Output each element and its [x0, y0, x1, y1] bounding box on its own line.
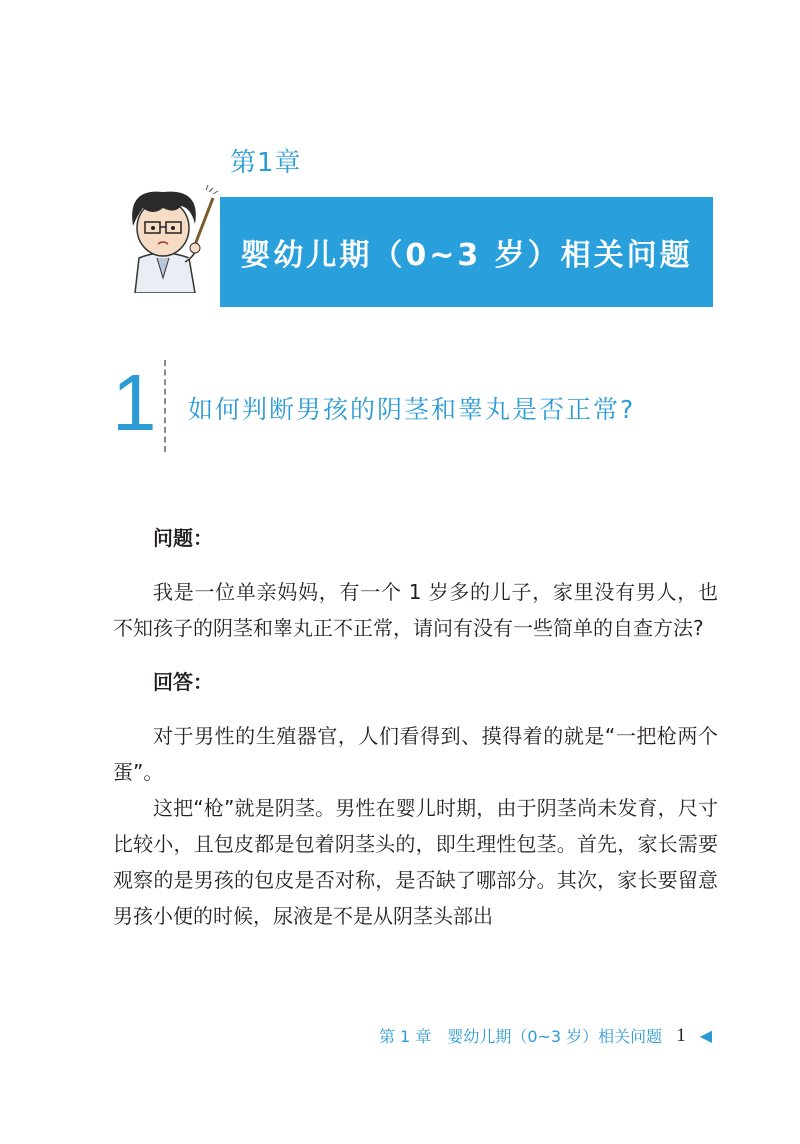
- teacher-mascot-illustration: [105, 178, 225, 293]
- chapter-title-banner: [220, 197, 713, 307]
- section-divider: [164, 360, 166, 452]
- question-label: 问题：: [153, 526, 213, 550]
- answer-paragraph: 对于男性的生殖器官，人们看得到、摸得着的就是“一把枪两个蛋”。: [113, 724, 718, 784]
- body-text: [113, 520, 718, 934]
- section-title: 如何判断男孩的阴茎和睾丸是否正常?: [188, 395, 636, 424]
- chapter-label: 第1章: [230, 148, 302, 178]
- answer-paragraph: 这把“枪”就是阴茎。男性在婴儿时期，由于阴茎尚未发育，尺寸比较小，且包皮都是包着阴茎头的，即生理性包茎。首先，家长需要观察的是男孩的包皮是否对称，是否缺了哪部分。其次，家长要留意男孩小便的时候，尿液是不是从阴茎头部出: [113, 796, 718, 928]
- section-number: 1: [112, 358, 157, 447]
- running-head: 第 1 章 婴幼儿期（0~3 岁）相关问题: [378, 1027, 663, 1046]
- left-arrow-icon: ◀: [699, 1026, 712, 1045]
- chapter-title: 婴幼儿期（0~3 岁）相关问题: [240, 238, 693, 273]
- page-footer: [379, 1024, 712, 1047]
- question-text: 我是一位单亲妈妈，有一个 1 岁多的儿子，家里没有男人，也不知孩子的阴茎和睾丸正不正常，请问有没有一些简单的自查方法?: [113, 580, 718, 640]
- page-number: 1: [676, 1024, 686, 1046]
- answer-label: 回答：: [153, 670, 213, 694]
